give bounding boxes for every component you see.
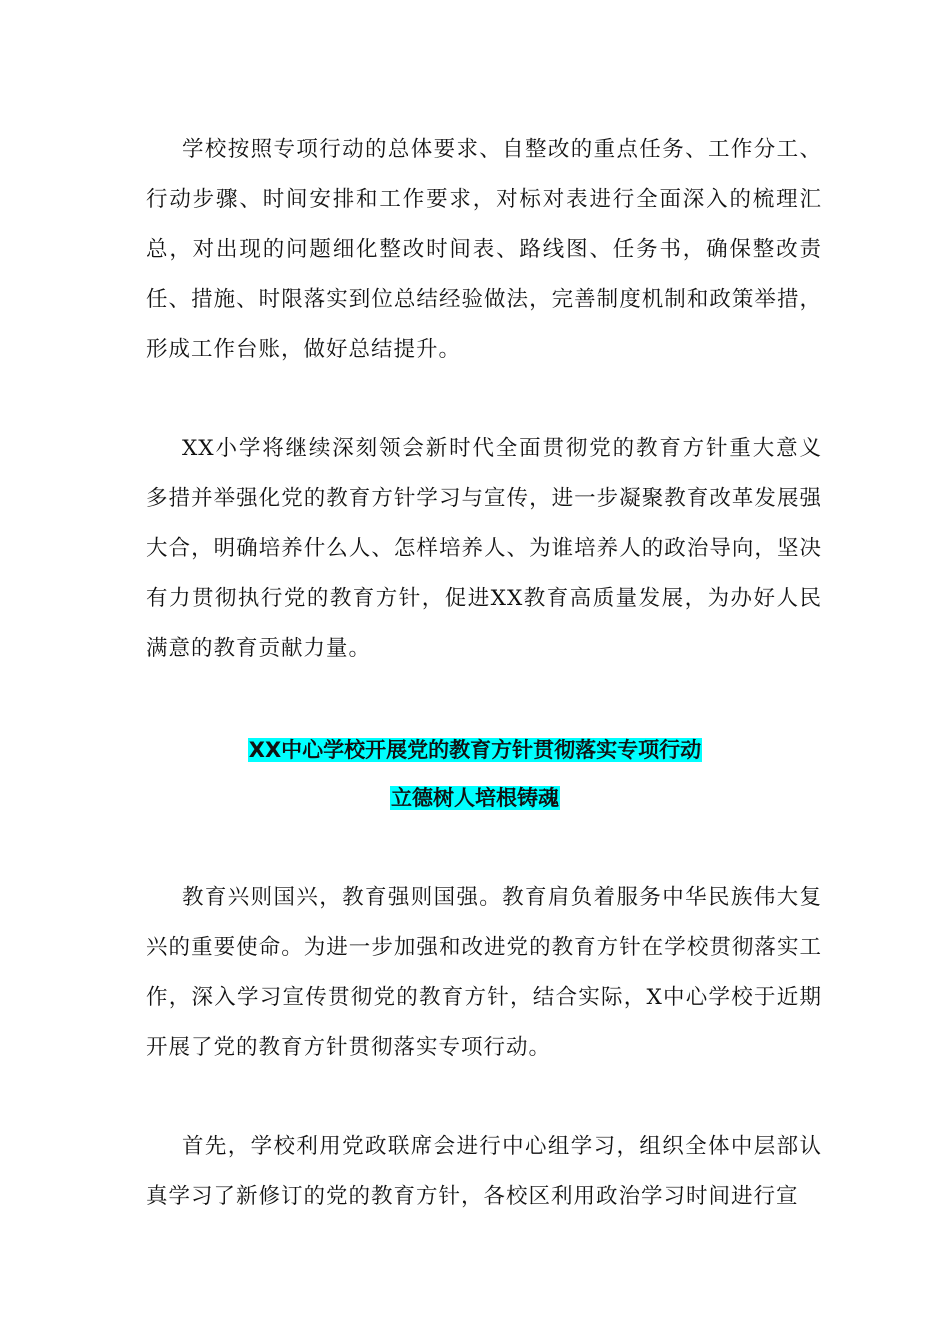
section-subtitle	[0, 784, 950, 812]
paragraph-rectification-summary: 学校按照专项行动的总体要求、自整改的重点任务、工作分工、行动步骤、时间安排和工作要求，对标对表进行全面深入的梳理汇总，对出现的问题细化整改时间表、路线图、任务书，确保整改责任、措施、时限落实到位总结经验做法，完善制度机制和政策举措，形成工作台账，做好总结提升。	[146, 137, 822, 362]
section-title-line2: 立德树人培根铸魂	[391, 786, 559, 810]
paragraph-first-step: 首先，学校利用党政联席会进行中心组学习，组织全体中层部认真学习了新修订的党的教育方针，各校区利用政治学习时间进行宣	[146, 1134, 822, 1209]
section-title	[0, 736, 950, 764]
section-title-line1: XX中心学校开展党的教育方针贯彻落实专项行动	[248, 738, 702, 762]
paragraph-education-mission: 教育兴则国兴，教育强则国强。教育肩负着服务中华民族伟大复兴的重要使命。为进一步加强和改进党的教育方针在学校贯彻落实工作，深入学习宣传贯彻党的教育方针，结合实际，X中心学校于近期开展了党的教育方针贯彻落实专项行动。	[146, 885, 822, 1060]
paragraph-xx-primary-school: XX小学将继续深刻领会新时代全面贯彻党的教育方针重大意义多措并举强化党的教育方针学习与宣传，进一步凝聚教育改革发展强大合，明确培养什么人、怎样培养人、为谁培养人的政治导向，坚决有力贯彻执行党的教育方针，促进XX教育高质量发展，为办好人民满意的教育贡献力量。	[146, 436, 822, 661]
